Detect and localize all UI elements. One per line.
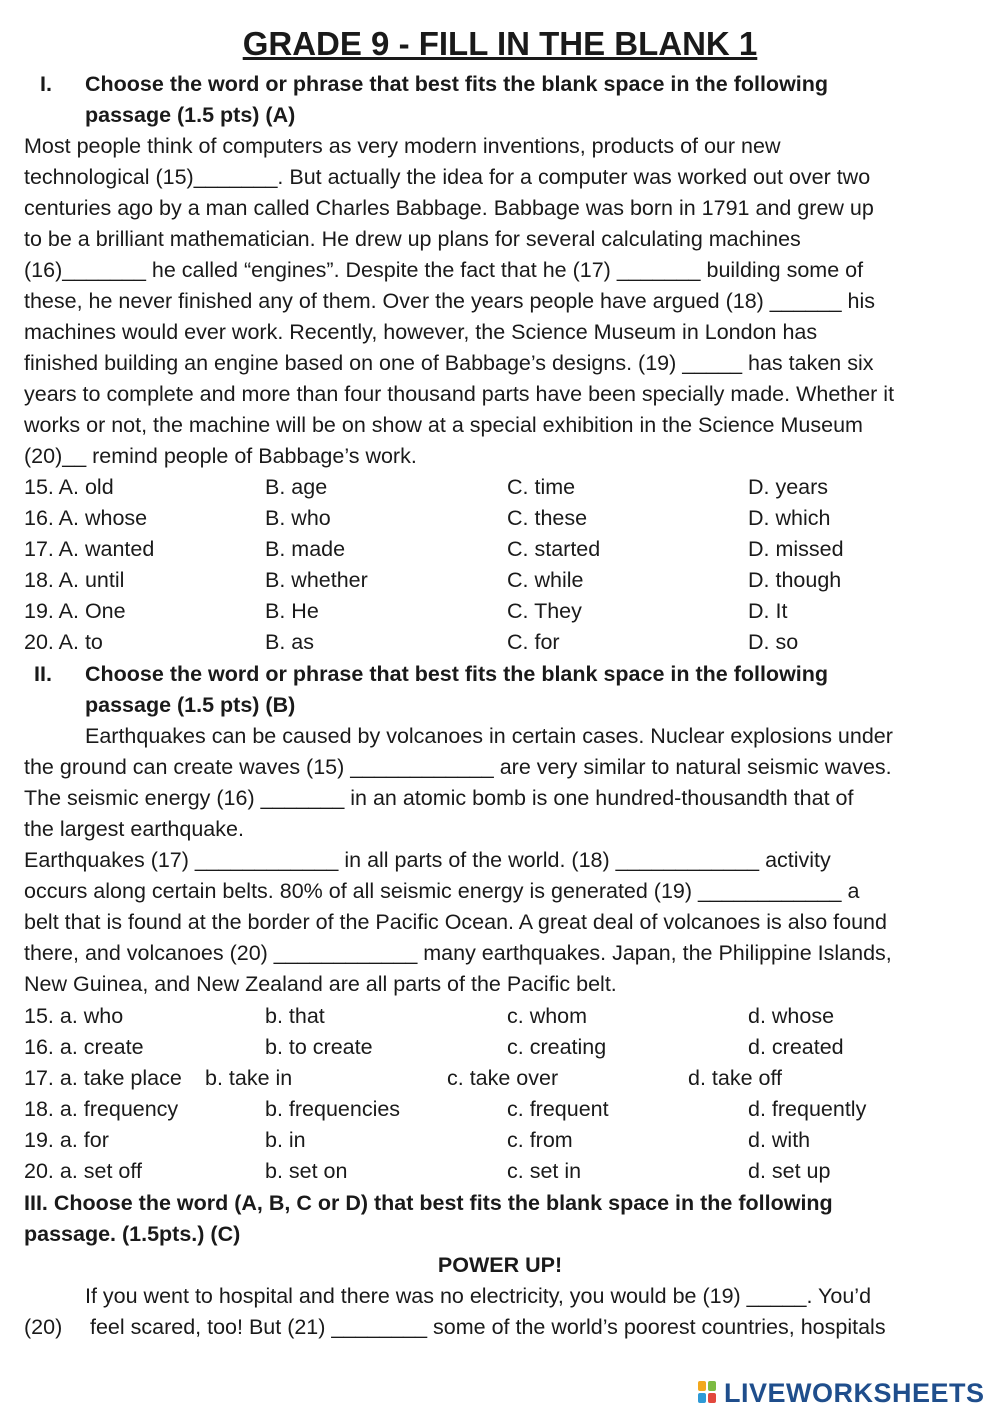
option-c[interactable]: C. started	[507, 537, 601, 561]
option-b[interactable]: b. to create	[265, 1035, 373, 1059]
option-d[interactable]: d. frequently	[748, 1097, 867, 1121]
passage-line: Most people think of computers as very modern inventions, products of our new	[24, 134, 781, 158]
passage-line: The seismic energy (16) _______ in an atomic bomb is one hundred-thousandth that of	[24, 786, 854, 810]
question-options-18	[24, 1094, 984, 1125]
section-1-heading-line: Choose the word or phrase that best fits the blank space in the following	[85, 72, 829, 96]
blank-number: (20)	[24, 1315, 63, 1339]
option-b[interactable]: B. He	[265, 599, 319, 623]
option-b[interactable]: b. frequencies	[265, 1097, 401, 1121]
option-a[interactable]: 17. A. wanted	[24, 537, 155, 561]
option-b[interactable]: b. set on	[265, 1159, 348, 1183]
option-d[interactable]: d. created	[748, 1035, 844, 1059]
option-b[interactable]: B. whether	[265, 568, 368, 592]
option-a[interactable]: 16. a. create	[24, 1035, 144, 1059]
option-c[interactable]: C. time	[507, 475, 576, 499]
passage-line: these, he never finished any of them. Over the years people have argued (18) ______ his	[24, 289, 875, 313]
passage-line: there, and volcanoes (20) ____________ many earthquakes. Japan, the Philippine Islands,	[24, 941, 892, 965]
option-c[interactable]: C. while	[507, 568, 584, 592]
option-c[interactable]: c. whom	[507, 1004, 588, 1028]
option-b[interactable]: B. who	[265, 506, 331, 530]
page-title: GRADE 9 - FILL IN THE BLANK 1	[242, 25, 758, 62]
passage-line: (20)__ remind people of Babbage’s work.	[24, 444, 417, 468]
option-b[interactable]: b. in	[265, 1128, 306, 1152]
passage-line: the ground can create waves (15) ____________ are very similar to natural seismic waves.	[24, 755, 892, 779]
logo-square	[708, 1381, 716, 1391]
option-d[interactable]: D. missed	[748, 537, 844, 561]
option-b[interactable]: B. made	[265, 537, 346, 561]
passage-line: occurs along certain belts. 80% of all seismic energy is generated (19) ____________ a	[24, 879, 860, 903]
passage-line: technological (15)_______. But actually the idea for a computer was worked out over two	[24, 165, 871, 189]
section-2-heading-line: Choose the word or phrase that best fits the blank space in the following	[85, 662, 829, 686]
option-a[interactable]: 20. a. set off	[24, 1159, 142, 1183]
passage-line: Earthquakes (17) ____________ in all parts of the world. (18) ____________ activity	[24, 848, 831, 872]
passage-subtitle: POWER UP!	[437, 1253, 563, 1277]
option-d[interactable]: D. It	[748, 599, 788, 623]
option-c[interactable]: c. frequent	[507, 1097, 609, 1121]
option-c[interactable]: c. set in	[507, 1159, 582, 1183]
option-b[interactable]: B. as	[265, 630, 314, 654]
question-options-16	[24, 1032, 984, 1063]
question-options-17	[24, 534, 984, 565]
option-b[interactable]: b. take in	[205, 1066, 293, 1090]
option-b[interactable]: b. that	[265, 1004, 325, 1028]
passage-text: feel scared, too! But (21) ________ some of the world’s poorest countries, hospitals	[90, 1315, 886, 1339]
section-1-number: I.	[40, 72, 52, 96]
option-a[interactable]: 18. A. until	[24, 568, 125, 592]
option-d[interactable]: D. years	[748, 475, 829, 499]
passage-line: If you went to hospital and there was no electricity, you would be (19) _____. You’d	[85, 1284, 872, 1308]
option-d[interactable]: D. though	[748, 568, 842, 592]
option-a[interactable]: 15. a. who	[24, 1004, 124, 1028]
option-c[interactable]: C. these	[507, 506, 588, 530]
passage-line: works or not, the machine will be on show at a special exhibition in the Science Museum	[24, 413, 863, 437]
question-options-15	[24, 472, 984, 503]
option-a[interactable]: 16. A. whose	[24, 506, 148, 530]
option-c[interactable]: C. They	[507, 599, 582, 623]
option-b[interactable]: B. age	[265, 475, 328, 499]
question-options-19	[24, 596, 984, 627]
passage-line	[24, 1312, 984, 1343]
option-a[interactable]: 15. A. old	[24, 475, 114, 499]
passage-line: machines would ever work. Recently, however, the Science Museum in London has	[24, 320, 818, 344]
question-options-19	[24, 1125, 984, 1156]
option-c[interactable]: c. creating	[507, 1035, 607, 1059]
option-d[interactable]: d. take off	[688, 1066, 783, 1090]
option-a[interactable]: 18. a. frequency	[24, 1097, 179, 1121]
option-a[interactable]: 17. a. take place	[24, 1066, 182, 1090]
passage-line: finished building an engine based on one of Babbage’s designs. (19) _____ has taken six	[24, 351, 874, 375]
passage-line: Earthquakes can be caused by volcanoes in certain cases. Nuclear explosions under	[85, 724, 893, 748]
option-c[interactable]: c. take over	[447, 1066, 559, 1090]
option-d[interactable]: d. with	[748, 1128, 811, 1152]
question-options-18	[24, 565, 984, 596]
section-2-heading	[24, 659, 984, 690]
question-options-16	[24, 503, 984, 534]
section-3-heading-line: III. Choose the word (A, B, C or D) that best fits the blank space in the following	[24, 1191, 833, 1215]
section-1-heading-line: passage (1.5 pts) (A)	[85, 103, 296, 127]
liveworksheets-logo	[698, 1376, 998, 1410]
passage-line: belt that is found at the border of the Pacific Ocean. A great deal of volcanoes is also found	[24, 910, 887, 934]
passage-line: (16)_______ he called “engines”. Despite the fact that he (17) _______ building some of	[24, 258, 864, 282]
question-options-20	[24, 627, 984, 658]
passage-line: years to complete and more than four thousand parts have been specially made. Whether it	[24, 382, 895, 406]
passage-line: New Guinea, and New Zealand are all parts of the Pacific belt.	[24, 972, 617, 996]
logo-square	[698, 1393, 706, 1403]
option-c[interactable]: C. for	[507, 630, 560, 654]
option-d[interactable]: D. which	[748, 506, 831, 530]
question-options-17	[24, 1063, 984, 1094]
section-3-heading-line: passage. (1.5pts.) (C)	[24, 1222, 241, 1246]
section-2-number: II.	[34, 662, 52, 686]
question-options-15	[24, 1001, 984, 1032]
question-options-20	[24, 1156, 984, 1187]
option-c[interactable]: c. from	[507, 1128, 573, 1152]
option-d[interactable]: d. whose	[748, 1004, 835, 1028]
option-d[interactable]: d. set up	[748, 1159, 831, 1183]
option-a[interactable]: 19. a. for	[24, 1128, 109, 1152]
passage-line: to be a brilliant mathematician. He drew up plans for several calculating machines	[24, 227, 801, 251]
logo-square	[708, 1393, 716, 1403]
logo-square	[698, 1381, 706, 1391]
passage-line: the largest earthquake.	[24, 817, 244, 841]
option-d[interactable]: D. so	[748, 630, 799, 654]
liveworksheets-mark-icon	[698, 1381, 718, 1405]
passage-line: centuries ago by a man called Charles Babbage. Babbage was born in 1791 and grew up	[24, 196, 874, 220]
section-1-heading	[24, 69, 984, 100]
section-2-heading-line: passage (1.5 pts) (B)	[85, 693, 296, 717]
option-a[interactable]: 20. A. to	[24, 630, 103, 654]
watermark-text: LIVEWORKSHEETS	[724, 1378, 985, 1408]
option-a[interactable]: 19. A. One	[24, 599, 126, 623]
